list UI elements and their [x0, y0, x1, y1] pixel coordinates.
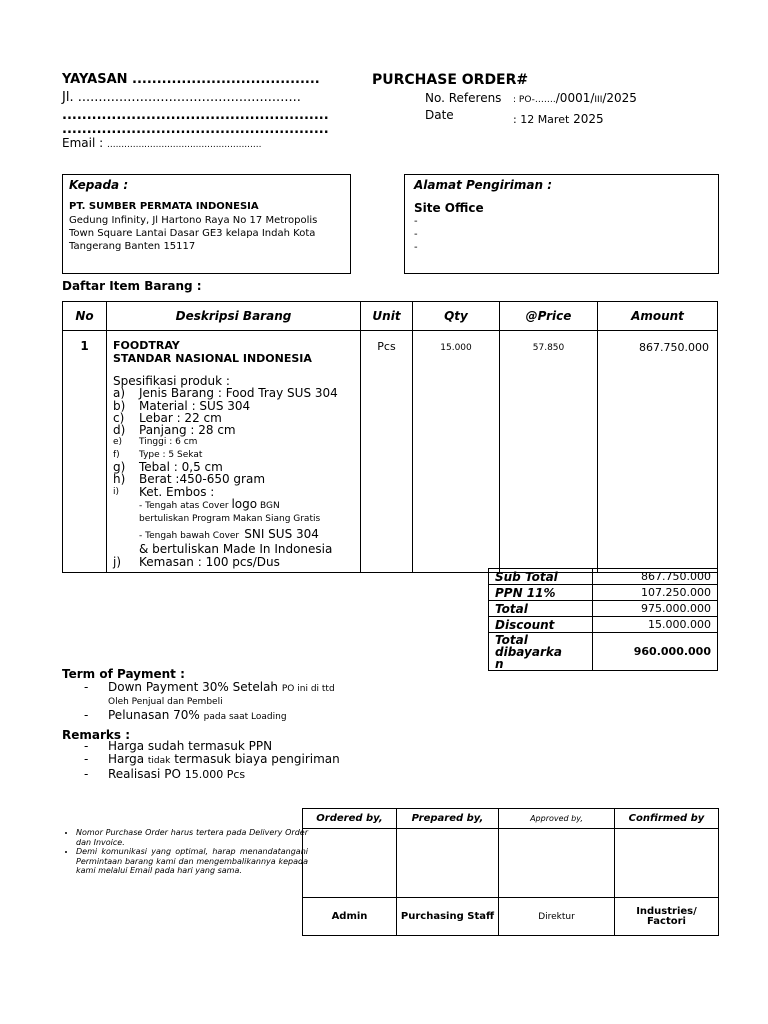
- pengiriman-box: [404, 174, 719, 274]
- pengiriman-line: -: [414, 229, 418, 240]
- payment-text: PO ini di ttd: [281, 684, 335, 694]
- embos-text: & bertuliskan Made In Indonesia: [139, 541, 333, 556]
- signature-name-row: [303, 898, 719, 936]
- embos-text: SNI SUS 304: [244, 526, 319, 541]
- total-label: PPN 11%: [489, 585, 593, 601]
- email-line: [62, 136, 261, 150]
- total-label: Sub Total: [489, 569, 593, 585]
- list-item: [62, 753, 402, 768]
- address-line-2: ......................................................: [62, 108, 329, 123]
- item-name-line: FOODTRAY: [113, 339, 180, 352]
- col-qty: Qty: [413, 302, 500, 331]
- kepada-address-line: Tangerang Banten 15117: [69, 241, 196, 252]
- spec-list: [113, 387, 354, 498]
- total-value: 867.750.000: [593, 569, 718, 585]
- pengiriman-lines: [414, 215, 418, 254]
- total-label: Total: [489, 601, 593, 617]
- sig-header: Confirmed by: [615, 809, 719, 829]
- kepada-address-line: Gedung Infinity, Jl Hartono Raya No 17 Metropolis: [69, 215, 318, 226]
- embos-text: logo: [231, 496, 258, 511]
- embos-2: [113, 526, 354, 556]
- sig-space: [397, 829, 499, 898]
- spec-value: Type : 5 Sekat: [139, 449, 203, 460]
- table-row: [63, 331, 718, 573]
- ref-label: No. Referens: [425, 91, 502, 105]
- spec-key: d): [113, 423, 126, 438]
- sig-space: [499, 829, 615, 898]
- remark-text: tidak: [147, 756, 171, 766]
- ref-prefix: : PO-…….: [513, 95, 556, 105]
- remark-text: termasuk biaya pengiriman: [174, 752, 340, 766]
- sig-name: Industries/ Factori: [615, 898, 719, 936]
- remark-text: Realisasi PO: [108, 767, 181, 781]
- remarks-list: [62, 740, 402, 781]
- site-office: Site Office: [414, 201, 484, 215]
- list-item: • Nomor Purchase Order harus tertera pada Delivery Order dan Invoice.: [76, 828, 308, 847]
- kepada-company: PT. SUMBER PERMATA INDONESIA: [69, 201, 259, 212]
- spec-value: Berat :450-650 gram: [139, 472, 266, 487]
- total-row: [489, 569, 718, 585]
- sig-name: Direktur: [499, 898, 615, 936]
- pengiriman-line: -: [414, 216, 418, 227]
- list-item: • Demi komunikasi yang optimal, harap menandatangani Permintaan barang kami dan mengembalikannya kepada kami melalui Email pada hari yang sama.: [76, 847, 308, 876]
- total-row: [489, 617, 718, 633]
- spec-key: c): [113, 410, 125, 425]
- item-qty: 15.000: [413, 331, 500, 573]
- payment-title: Term of Payment :: [62, 667, 185, 681]
- date-value: [513, 108, 604, 127]
- ref-year: /2025: [602, 91, 637, 105]
- ref-value: [513, 91, 637, 105]
- list-item: [62, 768, 402, 781]
- spec-item: [113, 387, 354, 399]
- payment-list: [62, 681, 392, 724]
- spec-value: Tebal : 0,5 cm: [139, 460, 223, 475]
- embos-text: BGN: [259, 500, 280, 511]
- payment-text: Pelunasan 70%: [108, 708, 200, 722]
- spec-title: Spesifikasi produk :: [113, 374, 230, 388]
- sig-header: Ordered by,: [303, 809, 397, 829]
- items-title: Daftar Item Barang :: [62, 279, 202, 293]
- address-text: Jl. ......................................................: [62, 90, 301, 105]
- kepada-address-line: Town Square Lantai Dasar GE3 kelapa Indah Kota: [69, 228, 316, 239]
- embos-text: bertuliskan Program Makan Siang Gratis: [139, 513, 321, 524]
- spec-value: Jenis Barang : Food Tray SUS 304: [139, 386, 338, 401]
- sig-name: Admin: [303, 898, 397, 936]
- col-no: No: [63, 302, 107, 331]
- col-unit: Unit: [361, 302, 413, 331]
- items-table: [62, 301, 718, 573]
- col-price: @Price: [500, 302, 598, 331]
- item-unit: Pcs: [361, 331, 413, 573]
- grand-label-line: n: [495, 656, 504, 671]
- spec-key: i): [113, 486, 120, 497]
- signature-header-row: [303, 809, 719, 829]
- item-name-line: STANDAR NASIONAL INDONESIA: [113, 352, 312, 365]
- embos-1: [113, 498, 354, 526]
- sig-space: [303, 829, 397, 898]
- embos-text: - Tengah bawah Cover: [139, 530, 240, 541]
- yayasan-line: YAYASAN ......................................: [62, 72, 320, 87]
- total-value: 107.250.000: [593, 585, 718, 601]
- total-row: [489, 585, 718, 601]
- col-deskripsi: Deskripsi Barang: [107, 302, 361, 331]
- spec-key: f): [113, 449, 120, 460]
- spec-value: Lebar : 22 cm: [139, 410, 222, 425]
- spec-value: Tinggi : 6 cm: [139, 437, 198, 448]
- sig-header: Prepared by,: [397, 809, 499, 829]
- email-label: Email :: [62, 136, 104, 150]
- col-amount: Amount: [598, 302, 718, 331]
- spec-value: Panjang : 28 cm: [139, 423, 236, 438]
- spec-value: Ket. Embos :: [139, 484, 215, 499]
- total-value: 15.000.000: [593, 617, 718, 633]
- remarks-title: Remarks :: [62, 728, 130, 742]
- spec-key: e): [113, 437, 123, 448]
- date-year: 2025: [569, 112, 604, 126]
- list-item: [62, 681, 392, 709]
- po-title: PURCHASE ORDER#: [372, 72, 529, 88]
- remark-text: 15.000 Pcs: [184, 768, 246, 781]
- ref-roman: III: [594, 95, 603, 105]
- payment-text: Down Payment 30% Setelah: [108, 680, 279, 694]
- total-value: 975.000.000: [593, 601, 718, 617]
- items-header-row: [63, 302, 718, 331]
- spec-item: [113, 556, 354, 568]
- item-no: 1: [63, 331, 107, 573]
- grand-total-value: 960.000.000: [593, 633, 718, 671]
- ref-number: /0001/: [555, 91, 595, 105]
- spec-value: Material : SUS 304: [139, 398, 251, 413]
- grand-label-line: Total: [495, 632, 528, 647]
- kepada-label: Kepada :: [69, 178, 129, 192]
- kepada-address: [69, 214, 317, 253]
- spec-item: [113, 473, 354, 485]
- grand-total-label: [489, 633, 593, 671]
- embos-text: Cover: [202, 500, 229, 511]
- spec-key: g): [113, 460, 126, 475]
- sig-header: Approved by,: [499, 809, 615, 829]
- spec-key: j): [113, 554, 122, 569]
- address-line: [62, 90, 301, 105]
- list-item: - Harga sudah termasuk PPN: [62, 740, 402, 753]
- kepada-box: [62, 174, 351, 274]
- spec-value: Kemasan : 100 pcs/Dus: [139, 554, 280, 569]
- payment-text: Oleh Penjual dan Pembeli: [108, 697, 223, 707]
- pengiriman-label: Alamat Pengiriman :: [414, 178, 553, 192]
- address-line-3: ......................................................: [62, 122, 329, 137]
- sig-space: [615, 829, 719, 898]
- email-value: ......................................................: [106, 140, 262, 150]
- date-day: : 12 Maret: [513, 113, 570, 126]
- grand-total-row: [489, 633, 718, 671]
- item-desc: [107, 331, 361, 573]
- sig-name: Purchasing Staff: [397, 898, 499, 936]
- item-name: [113, 339, 354, 365]
- item-price: 57.850: [500, 331, 598, 573]
- payment-text: pada saat Loading: [203, 712, 287, 722]
- signature-space-row: [303, 829, 719, 898]
- spec-key: a): [113, 386, 126, 401]
- total-row: [489, 601, 718, 617]
- item-amount: 867.750.000: [598, 331, 718, 573]
- spec-item: [113, 436, 354, 448]
- totals-table: [488, 568, 718, 671]
- date-label: Date: [425, 108, 454, 122]
- notes-list: [62, 828, 308, 876]
- spec-item: [113, 424, 354, 436]
- embos-text: - Tengah atas: [139, 500, 200, 511]
- spec-key: h): [113, 472, 126, 487]
- remark-text: Harga: [108, 752, 145, 766]
- signature-table: [302, 808, 719, 936]
- list-item: [62, 709, 392, 724]
- spec-key: b): [113, 398, 126, 413]
- total-label: Discount: [489, 617, 593, 633]
- grand-label-line: dibayarka: [495, 644, 562, 659]
- pengiriman-line: -: [414, 242, 418, 253]
